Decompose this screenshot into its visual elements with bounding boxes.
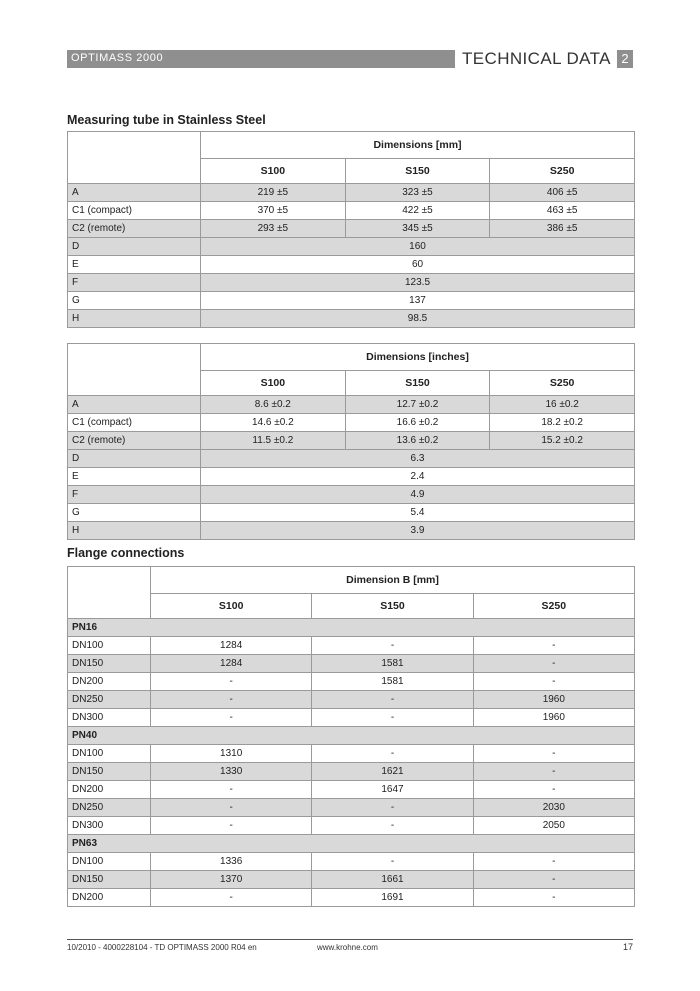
column-header-s250: S250 <box>490 371 635 396</box>
table-cell: 2.4 <box>201 468 635 486</box>
table-cell: 1691 <box>312 889 473 907</box>
header-blank-cell <box>68 344 201 396</box>
table-row <box>68 310 635 328</box>
table-cell: 13.6 ±0.2 <box>345 432 490 450</box>
section-heading-stainless: Measuring tube in Stainless Steel <box>67 113 266 127</box>
column-header-s150: S150 <box>345 159 490 184</box>
table-cell: 5.4 <box>201 504 635 522</box>
flange-table <box>67 566 635 907</box>
table-cell: - <box>151 691 312 709</box>
table-cell: 463 ±5 <box>490 202 635 220</box>
row-label: C2 (remote) <box>68 432 201 450</box>
table-cell: 1647 <box>312 781 473 799</box>
table-cell: - <box>312 709 473 727</box>
group-row <box>68 727 635 745</box>
table-cell: 11.5 ±0.2 <box>201 432 346 450</box>
table-cell: 422 ±5 <box>345 202 490 220</box>
table-cell: 16.6 ±0.2 <box>345 414 490 432</box>
group-header: Dimensions [mm] <box>201 132 635 159</box>
table-cell: 1370 <box>151 871 312 889</box>
table-cell: 1581 <box>312 655 473 673</box>
table-cell: - <box>473 889 634 907</box>
group-header: Dimensions [inches] <box>201 344 635 371</box>
row-label: DN250 <box>68 691 151 709</box>
table-cell: 219 ±5 <box>201 184 346 202</box>
table-row <box>68 655 635 673</box>
table-cell: - <box>312 691 473 709</box>
row-label: E <box>68 468 201 486</box>
table-cell: 370 ±5 <box>201 202 346 220</box>
row-label: C2 (remote) <box>68 220 201 238</box>
table-cell: 15.2 ±0.2 <box>490 432 635 450</box>
group-row <box>68 619 635 637</box>
table-row <box>68 504 635 522</box>
table-cell: 98.5 <box>201 310 635 328</box>
row-label: E <box>68 256 201 274</box>
row-label: DN200 <box>68 781 151 799</box>
pressure-class-label: PN16 <box>68 619 635 637</box>
table-cell: 323 ±5 <box>345 184 490 202</box>
table-cell: 137 <box>201 292 635 310</box>
table-cell: - <box>312 745 473 763</box>
table-cell: - <box>312 817 473 835</box>
row-label: G <box>68 292 201 310</box>
pressure-class-label: PN40 <box>68 727 635 745</box>
table-cell: 1284 <box>151 637 312 655</box>
table-row <box>68 274 635 292</box>
table-cell: 345 ±5 <box>345 220 490 238</box>
table-cell: 293 ±5 <box>201 220 346 238</box>
table-row <box>68 238 635 256</box>
row-label: H <box>68 310 201 328</box>
table-cell: 160 <box>201 238 635 256</box>
table-cell: 1310 <box>151 745 312 763</box>
section-heading-flange: Flange connections <box>67 546 185 560</box>
table-row <box>68 763 635 781</box>
table-cell: - <box>312 799 473 817</box>
table-row <box>68 709 635 727</box>
dimensions-mm-table <box>67 131 635 328</box>
column-header-s150: S150 <box>312 594 473 619</box>
table-row <box>68 637 635 655</box>
table-cell: 1284 <box>151 655 312 673</box>
column-header-s250: S250 <box>490 159 635 184</box>
row-label: DN200 <box>68 889 151 907</box>
row-label: DN100 <box>68 853 151 871</box>
section-number: 2 <box>617 50 633 68</box>
table-cell: 1621 <box>312 763 473 781</box>
page-number: 17 <box>622 942 633 952</box>
table-row <box>68 871 635 889</box>
footer-url: www.krohne.com <box>317 943 378 952</box>
table-row <box>68 396 635 414</box>
table-cell: 1336 <box>151 853 312 871</box>
table-row <box>68 745 635 763</box>
pressure-class-label: PN63 <box>68 835 635 853</box>
table-cell: 6.3 <box>201 450 635 468</box>
table-cell: - <box>473 763 634 781</box>
table-cell: 16 ±0.2 <box>490 396 635 414</box>
column-header-s100: S100 <box>151 594 312 619</box>
row-label: F <box>68 486 201 504</box>
table-row <box>68 691 635 709</box>
table-cell: 123.5 <box>201 274 635 292</box>
row-label: DN300 <box>68 817 151 835</box>
row-label: G <box>68 504 201 522</box>
table-row <box>68 468 635 486</box>
header-blank-cell <box>68 567 151 619</box>
table-cell: 14.6 ±0.2 <box>201 414 346 432</box>
table-cell: 1581 <box>312 673 473 691</box>
table-cell: - <box>151 781 312 799</box>
table-cell: 2030 <box>473 799 634 817</box>
row-label: DN250 <box>68 799 151 817</box>
table-row <box>68 853 635 871</box>
table-cell: - <box>473 871 634 889</box>
row-label: DN150 <box>68 763 151 781</box>
table-cell: - <box>473 745 634 763</box>
table-row <box>68 486 635 504</box>
row-label: DN150 <box>68 655 151 673</box>
row-label: F <box>68 274 201 292</box>
table-cell: - <box>473 781 634 799</box>
table-cell: 1960 <box>473 709 634 727</box>
row-label: A <box>68 396 201 414</box>
table-cell: 1960 <box>473 691 634 709</box>
table-cell: - <box>151 673 312 691</box>
table-row <box>68 889 635 907</box>
table-cell: 60 <box>201 256 635 274</box>
row-label: DN150 <box>68 871 151 889</box>
table-cell: - <box>473 853 634 871</box>
row-label: DN100 <box>68 637 151 655</box>
column-header-s100: S100 <box>201 371 346 396</box>
product-name: OPTIMASS 2000 <box>71 52 164 64</box>
row-label: C1 (compact) <box>68 414 201 432</box>
table-cell: - <box>473 673 634 691</box>
table-row <box>68 256 635 274</box>
row-label: D <box>68 238 201 256</box>
table-row <box>68 202 635 220</box>
column-header-s150: S150 <box>345 371 490 396</box>
table-cell: 8.6 ±0.2 <box>201 396 346 414</box>
table-row <box>68 432 635 450</box>
table-row <box>68 673 635 691</box>
table-cell: 3.9 <box>201 522 635 540</box>
row-label: H <box>68 522 201 540</box>
row-label: D <box>68 450 201 468</box>
table-cell: - <box>151 709 312 727</box>
table-cell: 1661 <box>312 871 473 889</box>
column-header-s100: S100 <box>201 159 346 184</box>
table-cell: - <box>312 853 473 871</box>
table-row <box>68 220 635 238</box>
row-label: DN200 <box>68 673 151 691</box>
group-header: Dimension B [mm] <box>151 567 635 594</box>
table-row <box>68 522 635 540</box>
table-cell: 4.9 <box>201 486 635 504</box>
row-label: C1 (compact) <box>68 202 201 220</box>
table-row <box>68 799 635 817</box>
table-row <box>68 817 635 835</box>
table-row <box>68 184 635 202</box>
footer-doc-id: 10/2010 - 4000228104 - TD OPTIMASS 2000 R04 en <box>67 943 257 952</box>
table-cell: - <box>473 637 634 655</box>
table-cell: - <box>473 655 634 673</box>
table-cell: 386 ±5 <box>490 220 635 238</box>
table-cell: 12.7 ±0.2 <box>345 396 490 414</box>
table-cell: 1330 <box>151 763 312 781</box>
footer-rule <box>67 939 633 940</box>
table-cell: 406 ±5 <box>490 184 635 202</box>
table-row <box>68 414 635 432</box>
row-label: DN100 <box>68 745 151 763</box>
table-cell: - <box>151 817 312 835</box>
table-cell: 2050 <box>473 817 634 835</box>
section-title: TECHNICAL DATA <box>462 49 611 68</box>
table-row <box>68 781 635 799</box>
dimensions-inches-table <box>67 343 635 540</box>
table-row <box>68 292 635 310</box>
table-row <box>68 450 635 468</box>
header-blank-cell <box>68 132 201 184</box>
table-cell: - <box>151 799 312 817</box>
row-label: DN300 <box>68 709 151 727</box>
table-cell: 18.2 ±0.2 <box>490 414 635 432</box>
page-header <box>67 50 633 68</box>
table-cell: - <box>312 637 473 655</box>
group-row <box>68 835 635 853</box>
table-cell: - <box>151 889 312 907</box>
row-label: A <box>68 184 201 202</box>
column-header-s250: S250 <box>473 594 634 619</box>
